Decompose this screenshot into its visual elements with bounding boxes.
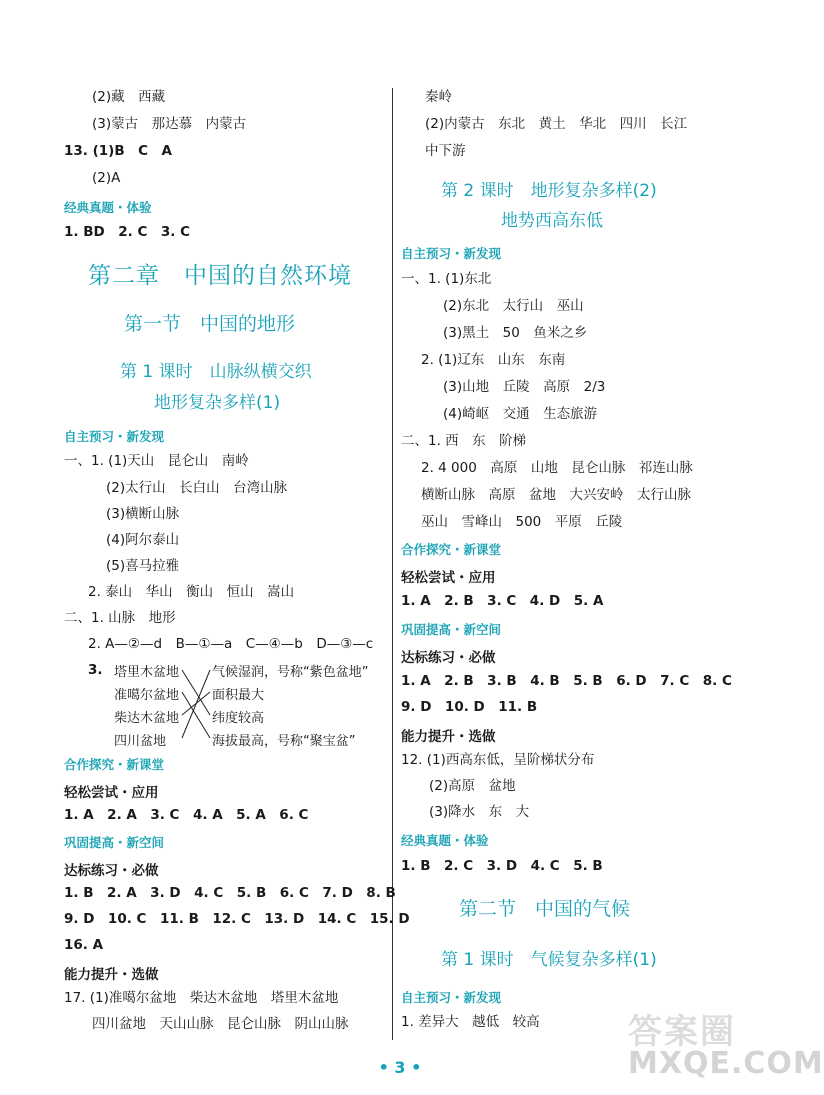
match-right-item: 面积最大	[212, 688, 265, 703]
answer-line: 1. B 2. C 3. D 4. C 5. B	[401, 858, 603, 874]
answer-line: (2)内蒙古 东北 黄土 华北 四川 长江	[425, 116, 688, 132]
sub-heading: 达标练习・必做	[64, 863, 159, 879]
answer-line: 12. (1)西高东低，呈阶梯状分布	[401, 752, 595, 768]
answer-line: 9. D 10. C 11. B 12. C 13. D 14. C 15. D	[64, 911, 410, 927]
answer-line: (3)蒙古 那达慕 内蒙古	[92, 116, 247, 132]
section-label: 合作探究・新课堂	[64, 757, 165, 772]
answer-line: 二、1. 山脉 地形	[64, 610, 176, 626]
match-line	[182, 670, 210, 738]
section-title: 第一节 中国的地形	[124, 313, 296, 335]
answer-line: 四川盆地 天山山脉 昆仑山脉 阴山山脉	[92, 1016, 349, 1032]
answer-line: (2)太行山 长白山 台湾山脉	[106, 480, 288, 496]
watermark-url: MXQE.COM	[628, 1046, 824, 1081]
answer-line: 一、1. (1)天山 昆仑山 南岭	[64, 453, 249, 469]
answer-line: (3)降水 东 大	[429, 804, 530, 820]
answer-line: (2)藏 西藏	[92, 89, 166, 105]
answer-line: (3)黑土 50 鱼米之乡	[443, 325, 588, 341]
answer-line: (3)横断山脉	[106, 506, 180, 522]
match-right-item: 纬度较高	[212, 711, 265, 726]
sub-heading: 能力提升・选做	[64, 967, 159, 983]
sub-heading: 能力提升・选做	[401, 729, 496, 745]
answer-line: 1. A 2. B 3. C 4. D 5. A	[401, 593, 604, 609]
match-left-item: 塔里木盆地	[114, 665, 180, 680]
match-right-item: 海拔最高，号称“聚宝盆”	[212, 734, 356, 749]
answer-line: (3)山地 丘陵 高原 2/3	[443, 379, 606, 395]
lesson-title: 第 1 课时 山脉纵横交织	[120, 362, 312, 382]
section-label: 自主预习・新发现	[401, 990, 502, 1005]
answer-line: 16. A	[64, 937, 104, 953]
match-line	[182, 692, 210, 738]
match-left-item: 柴达木盆地	[114, 711, 180, 726]
answer-line: 2. 4 000 高原 山地 昆仑山脉 祁连山脉	[421, 460, 693, 476]
section-label: 合作探究・新课堂	[401, 542, 502, 557]
match-number: 3.	[88, 662, 103, 678]
lesson-title: 第 1 课时 气候复杂多样(1)	[441, 950, 657, 970]
sub-heading: 轻松尝试・应用	[401, 570, 496, 586]
page-number: • 3 •	[378, 1058, 422, 1077]
answer-line: (2)东北 太行山 巫山	[443, 298, 584, 314]
chapter-title: 第二章 中国的自然环境	[88, 263, 352, 289]
answer-line: (4)崎岖 交通 生态旅游	[443, 406, 598, 422]
answer-line: 2. A—②—d B—①—a C—④—b D—③—c	[88, 636, 374, 652]
sub-heading: 轻松尝试・应用	[64, 785, 159, 801]
section-label: 自主预习・新发现	[401, 246, 502, 261]
answer-line: 13. (1)B C A	[64, 143, 172, 159]
section-label: 自主预习・新发现	[64, 429, 165, 444]
answer-line: 横断山脉 高原 盆地 大兴安岭 太行山脉	[421, 487, 691, 503]
answer-line: 1. A 2. B 3. B 4. B 5. B 6. D 7. C 8. C	[401, 673, 732, 689]
answer-line: (5)喜马拉雅	[106, 558, 180, 574]
answer-line: 秦岭	[425, 89, 452, 105]
lesson-subtitle: 地势西高东低	[501, 211, 603, 231]
answer-line: 巫山 雪峰山 500 平原 丘陵	[421, 514, 623, 530]
answer-line: (2)A	[92, 170, 121, 186]
section-title: 第二节 中国的气候	[459, 898, 631, 920]
answer-line: 1. 差异大 越低 较高	[401, 1014, 540, 1030]
match-line	[182, 670, 210, 715]
answer-line: (4)阿尔泰山	[106, 532, 180, 548]
section-label: 经典真题・体验	[64, 200, 152, 215]
answer-line: 2. (1)辽东 山东 东南	[421, 352, 566, 368]
answer-line: 二、1. 西 东 阶梯	[401, 433, 527, 449]
match-right-item: 气候湿润，号称“紫色盆地”	[212, 665, 369, 680]
lesson-title: 第 2 课时 地形复杂多样(2)	[441, 181, 657, 201]
sub-heading: 达标练习・必做	[401, 650, 496, 666]
answer-line: 9. D 10. D 11. B	[401, 699, 538, 715]
answer-line: (2)高原 盆地	[429, 778, 516, 794]
watermark-logo: 答案圈	[628, 1012, 736, 1052]
answer-line: 17. (1)准噶尔盆地 柴达木盆地 塔里木盆地	[64, 990, 339, 1006]
section-label: 巩固提高・新空间	[401, 622, 502, 637]
answer-line: 中下游	[425, 143, 466, 159]
answer-line: 一、1. (1)东北	[401, 271, 492, 287]
answer-line: 1. B 2. A 3. D 4. C 5. B 6. C 7. D 8. B	[64, 885, 396, 901]
answer-line: 1. A 2. A 3. C 4. A 5. A 6. C	[64, 807, 309, 823]
section-label: 经典真题・体验	[401, 833, 489, 848]
match-left-item: 四川盆地	[114, 734, 167, 749]
answer-line: 2. 泰山 华山 衡山 恒山 嵩山	[88, 584, 295, 600]
match-lines	[180, 660, 212, 755]
match-left-item: 准噶尔盆地	[114, 688, 180, 703]
answer-line: 1. BD 2. C 3. C	[64, 224, 190, 240]
lesson-subtitle: 地形复杂多样(1)	[154, 393, 281, 413]
section-label: 巩固提高・新空间	[64, 835, 165, 850]
